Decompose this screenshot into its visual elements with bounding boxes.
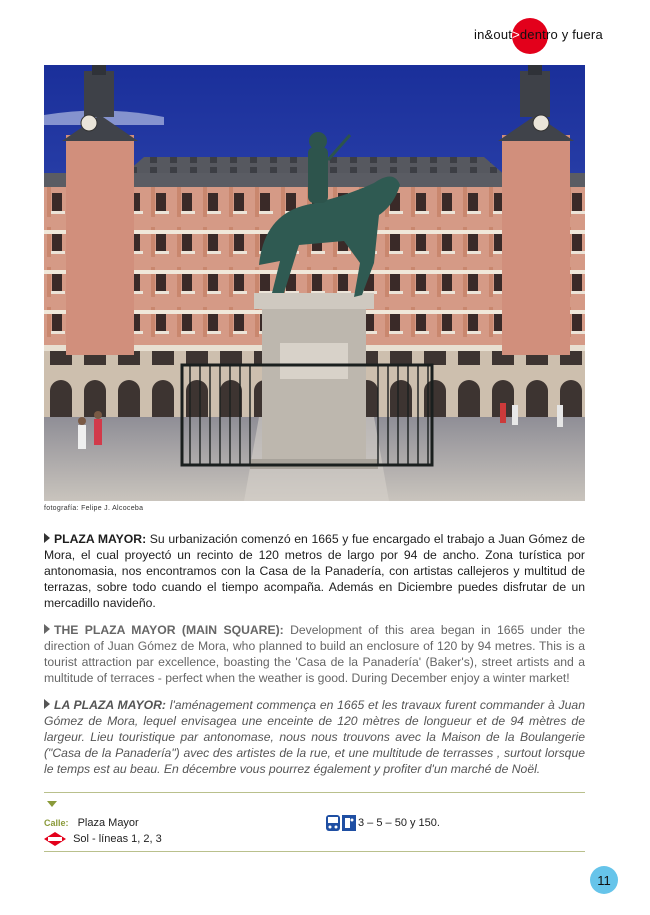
paragraph-french-title: LA PLAZA MAYOR: bbox=[54, 698, 166, 712]
bullet-arrow-icon bbox=[44, 624, 50, 634]
address-row bbox=[44, 817, 139, 829]
section-title-part2: dentro y fuera bbox=[519, 27, 603, 42]
paragraph-english bbox=[44, 622, 585, 686]
section-title-separator: > bbox=[512, 27, 520, 42]
metro-value: Sol - líneas 1, 2, 3 bbox=[73, 832, 162, 845]
section-title-part1: in&out bbox=[474, 27, 513, 42]
paragraph-spanish-body: Su urbanización comenzó en 1665 y fue encargado el trabajo a Juan Gómez de Mora, el cual proyectó un recinto de 120 metros de largo por 94 de ancho. Zona turística por antonomasia, nos encontramos con la Casa de la Panadería, con artistas callejeros y multitud de terrazas, sobre todo cuando el tiempo acompaña. Además en Diciembre puedes disfrutar de un mercadillo navideño. bbox=[44, 532, 585, 610]
info-top-divider bbox=[44, 792, 585, 793]
paragraph-french bbox=[44, 697, 585, 777]
paragraph-spanish-title: PLAZA MAYOR: bbox=[54, 532, 147, 546]
info-marker-icon bbox=[47, 801, 57, 807]
metro-row bbox=[44, 832, 162, 846]
address-label: Calle: bbox=[44, 818, 69, 828]
page-number-badge bbox=[590, 866, 618, 894]
plaza-mayor-photo bbox=[44, 65, 585, 501]
paragraph-english-title: THE PLAZA MAYOR (MAIN SQUARE): bbox=[54, 623, 284, 637]
paragraph-spanish bbox=[44, 531, 585, 611]
paragraph-french-body: l'aménagement commença en 1665 et les travaux furent commander à Juan Gómez de Mora, lequel envisagea une enceinte de 120 mètres de longueur et de 94 mètres de largeur. Lieu touristique par antonomase, nous nous trouvons avec la Maison de la Boulangerie ("Casa de la Panadería") avec des artistes de la rue, et une multitude de terrasses , surtout lorsque le temps est au beau. En décembre vous pourrez également y profiter d'un marché de Noël. bbox=[44, 698, 585, 776]
section-title bbox=[474, 27, 603, 42]
bus-lines: 3 – 5 – 50 y 150. bbox=[358, 817, 440, 829]
section-header bbox=[440, 18, 630, 54]
bus-icons bbox=[326, 815, 356, 831]
bus-stop-icon bbox=[342, 815, 356, 831]
page-number: 11 bbox=[597, 872, 611, 888]
bus-icon bbox=[326, 815, 340, 831]
address-value: Plaza Mayor bbox=[77, 817, 139, 829]
info-bottom-divider bbox=[44, 851, 585, 852]
bullet-arrow-icon bbox=[44, 533, 50, 543]
paragraph-english-body: Development of this area began in 1665 under the direction of Juan Gómez de Mora, who planned to build an enclosure of 120 by 94 metres. This is a tourist attraction par excellence, boasting the 'Casa de la Panadería' (Baker's), street artists and a multitude of terraces - perfect when the weather is good. During December enjoy a winter market! bbox=[44, 623, 585, 685]
metro-logo-icon bbox=[44, 832, 66, 846]
photo-credit: fotografía: Felipe J. Alcoceba bbox=[44, 505, 144, 512]
bullet-arrow-icon bbox=[44, 699, 50, 709]
